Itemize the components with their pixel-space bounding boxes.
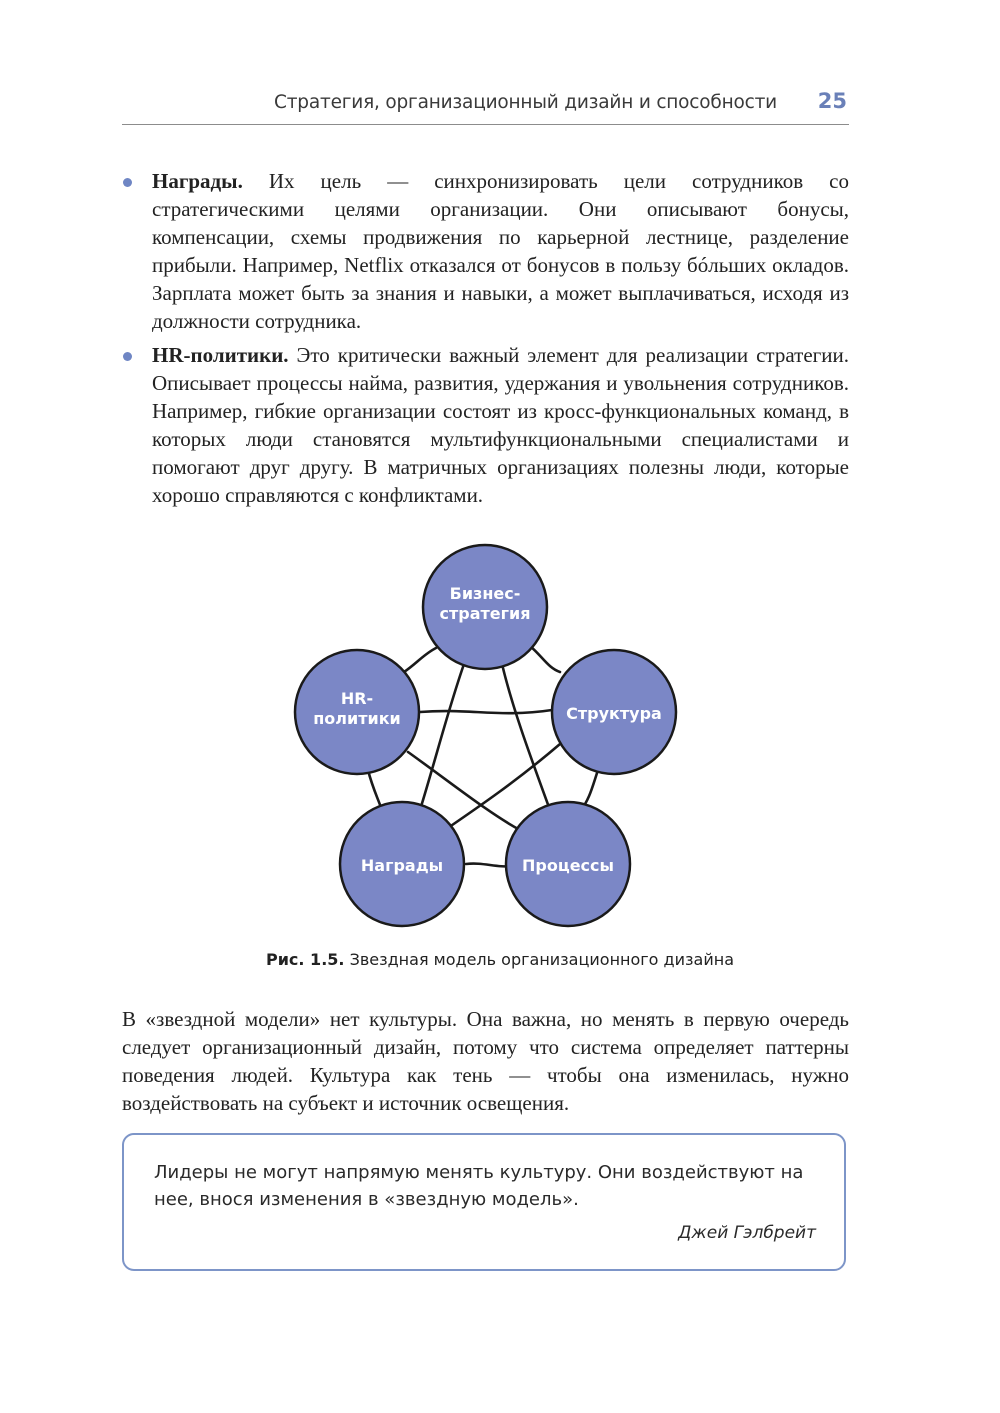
- bullet-dot-icon: [123, 178, 132, 187]
- bullet-term: Награды.: [152, 169, 243, 193]
- bullet-list: [122, 167, 849, 515]
- bullet-term: HR-политики.: [152, 343, 289, 367]
- node-processes: [506, 802, 630, 926]
- figure-caption: [0, 950, 1000, 969]
- node-label: стратегия: [439, 604, 531, 623]
- bullet-text: Это критически важный элемент для реализации стратегии. Описывает процессы найма, развития, удержания и увольнения сотрудников. Например, гибкие организации состоят из кросс-функциональных команд, в которых люди становятся мультифункциональными специалистами и помогают друг другу. В матричных организациях полезны люди, которые хорошо справляются с конфликтами.: [152, 343, 849, 507]
- node-label: политики: [313, 709, 401, 728]
- page-number: 25: [817, 89, 847, 113]
- quote-text: Лидеры не могут напрямую менять культуру. Они воздействуют на нее, внося изменения в «звездную модель».: [154, 1162, 804, 1210]
- connector-rewards-hr: [368, 770, 382, 810]
- node-label: Бизнес-: [449, 584, 521, 603]
- bullet-item-hr: [122, 341, 849, 509]
- connector-hr-structure: [420, 710, 552, 713]
- star-model-diagram: [280, 530, 700, 940]
- connector-strategy-processes: [502, 664, 550, 810]
- node-label: Процессы: [522, 856, 614, 875]
- running-header: [122, 86, 849, 125]
- bullet-item-rewards: [122, 167, 849, 335]
- connector-hr-strategy: [404, 648, 436, 672]
- body-paragraph: В «звездной модели» нет культуры. Она важна, но менять в первую очередь следует организационный дизайн, потому что система определяет паттерны поведения людей. Культура как тень — чтобы она изменилась, нужно воздействовать на субъект и источник освещения.: [122, 1007, 849, 1115]
- node-label: HR-: [340, 689, 374, 708]
- bullet-dot-icon: [123, 352, 132, 361]
- node-structure: [552, 650, 676, 774]
- bullet-text: Их цель — синхронизировать цели сотрудников со стратегическими целями организации. Они описывают бонусы, компенсации, схемы продвижения по карьерной лестнице, разделение прибыли. Например, Netflix отказался от бонусов в пользу бóльших окладов. Зарплата может быть за знания и навыки, а может выплачиваться, исходя из должности сотрудника.: [152, 169, 849, 333]
- node-label: Структура: [566, 704, 662, 723]
- node-label: Награды: [360, 856, 444, 875]
- node-hr: [295, 650, 419, 774]
- node-strategy: [423, 545, 547, 669]
- connector-strategy-structure: [530, 646, 560, 672]
- quote-box: [122, 1133, 846, 1271]
- caption-label: Рис. 1.5.: [265, 950, 345, 969]
- node-rewards: [340, 802, 464, 926]
- running-title: Стратегия, организационный дизайн и способности: [274, 92, 777, 113]
- caption-text: Звездная модель организационного дизайна: [344, 950, 734, 969]
- quote-author: Джей Гэлбрейт: [678, 1223, 816, 1243]
